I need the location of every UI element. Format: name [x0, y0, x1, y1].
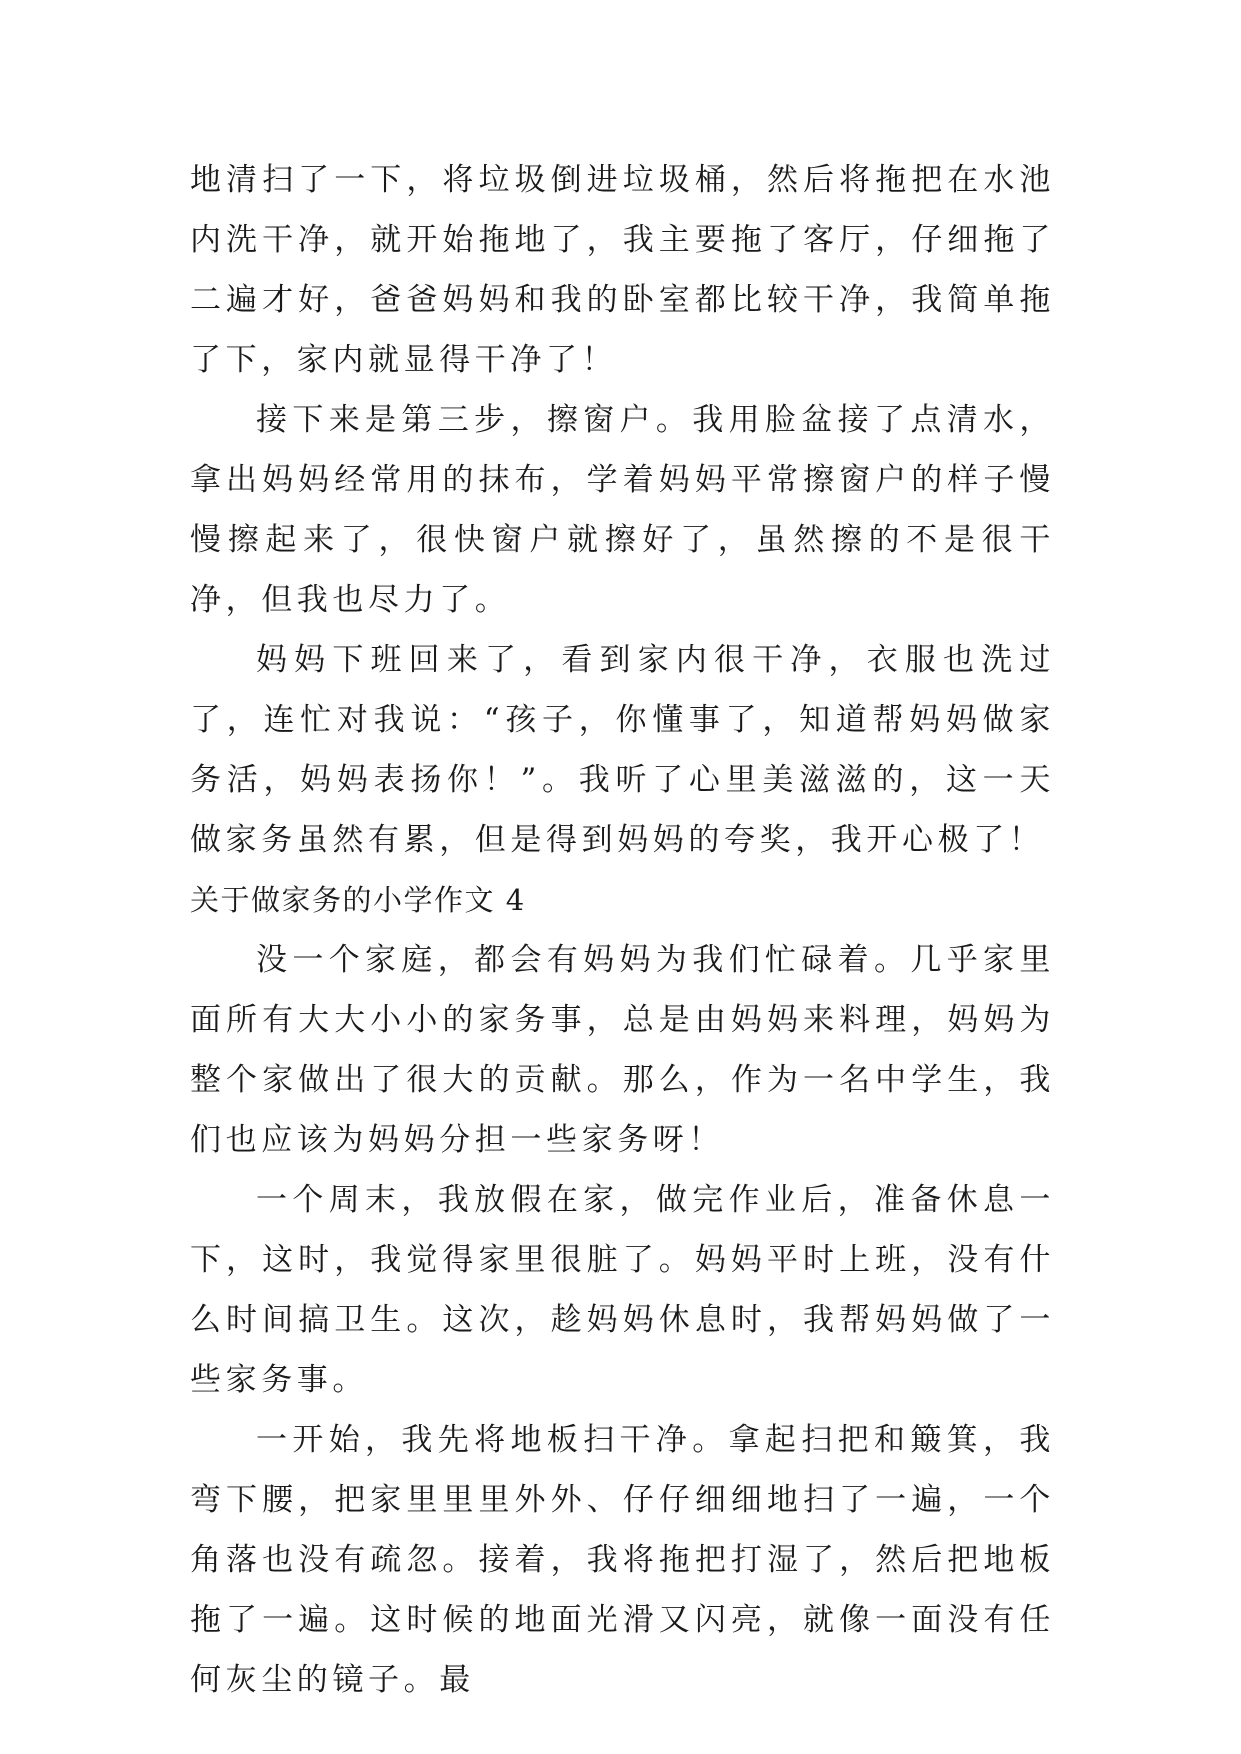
section-title: 关于做家务的小学作文 4 — [190, 883, 526, 917]
document-page — [190, 150, 1055, 1710]
paragraph-window-cleaning: 接下来是第三步，擦窗户。我用脸盆接了点清水，拿出妈妈经常用的抹布，学着妈妈平常擦窗户的样子慢慢擦起来了，很快窗户就擦好了，虽然擦的不是很干净，但我也尽力了。 — [190, 402, 1055, 618]
paragraph-weekend: 一个周末，我放假在家，做完作业后，准备休息一下，这时，我觉得家里很脏了。妈妈平时上班，没有什么时间搞卫生。这次，趁妈妈休息时，我帮妈妈做了一些家务事。 — [190, 1182, 1055, 1398]
paragraph-sweeping: 一开始，我先将地板扫干净。拿起扫把和簸箕，我弯下腰，把家里里里外外、仔仔细细地扫了一遍，一个角落也没有疏忽。接着，我将拖把打湿了，然后把地板拖了一遍。这时候的地面光滑又闪亮，就像一面没有任何灰尘的镜子。最 — [190, 1422, 1055, 1698]
paragraph-mother-praise: 妈妈下班回来了，看到家内很干净，衣服也洗过了，连忙对我说：“孩子，你懂事了，知道帮妈妈做家务活，妈妈表扬你！”。我听了心里美滋滋的，这一天做家务虽然有累，但是得到妈妈的夸奖，我开心极了！ — [190, 642, 1055, 858]
paragraph-continued: 地清扫了一下，将垃圾倒进垃圾桶，然后将拖把在水池内洗干净，就开始拖地了，我主要拖了客厅，仔细拖了二遍才好，爸爸妈妈和我的卧室都比较干净，我简单拖了下，家内就显得干净了！ — [190, 162, 1055, 378]
paragraph-intro: 没一个家庭，都会有妈妈为我们忙碌着。几乎家里面所有大大小小的家务事，总是由妈妈来料理，妈妈为整个家做出了很大的贡献。那么，作为一名中学生，我们也应该为妈妈分担一些家务呀！ — [190, 942, 1055, 1158]
